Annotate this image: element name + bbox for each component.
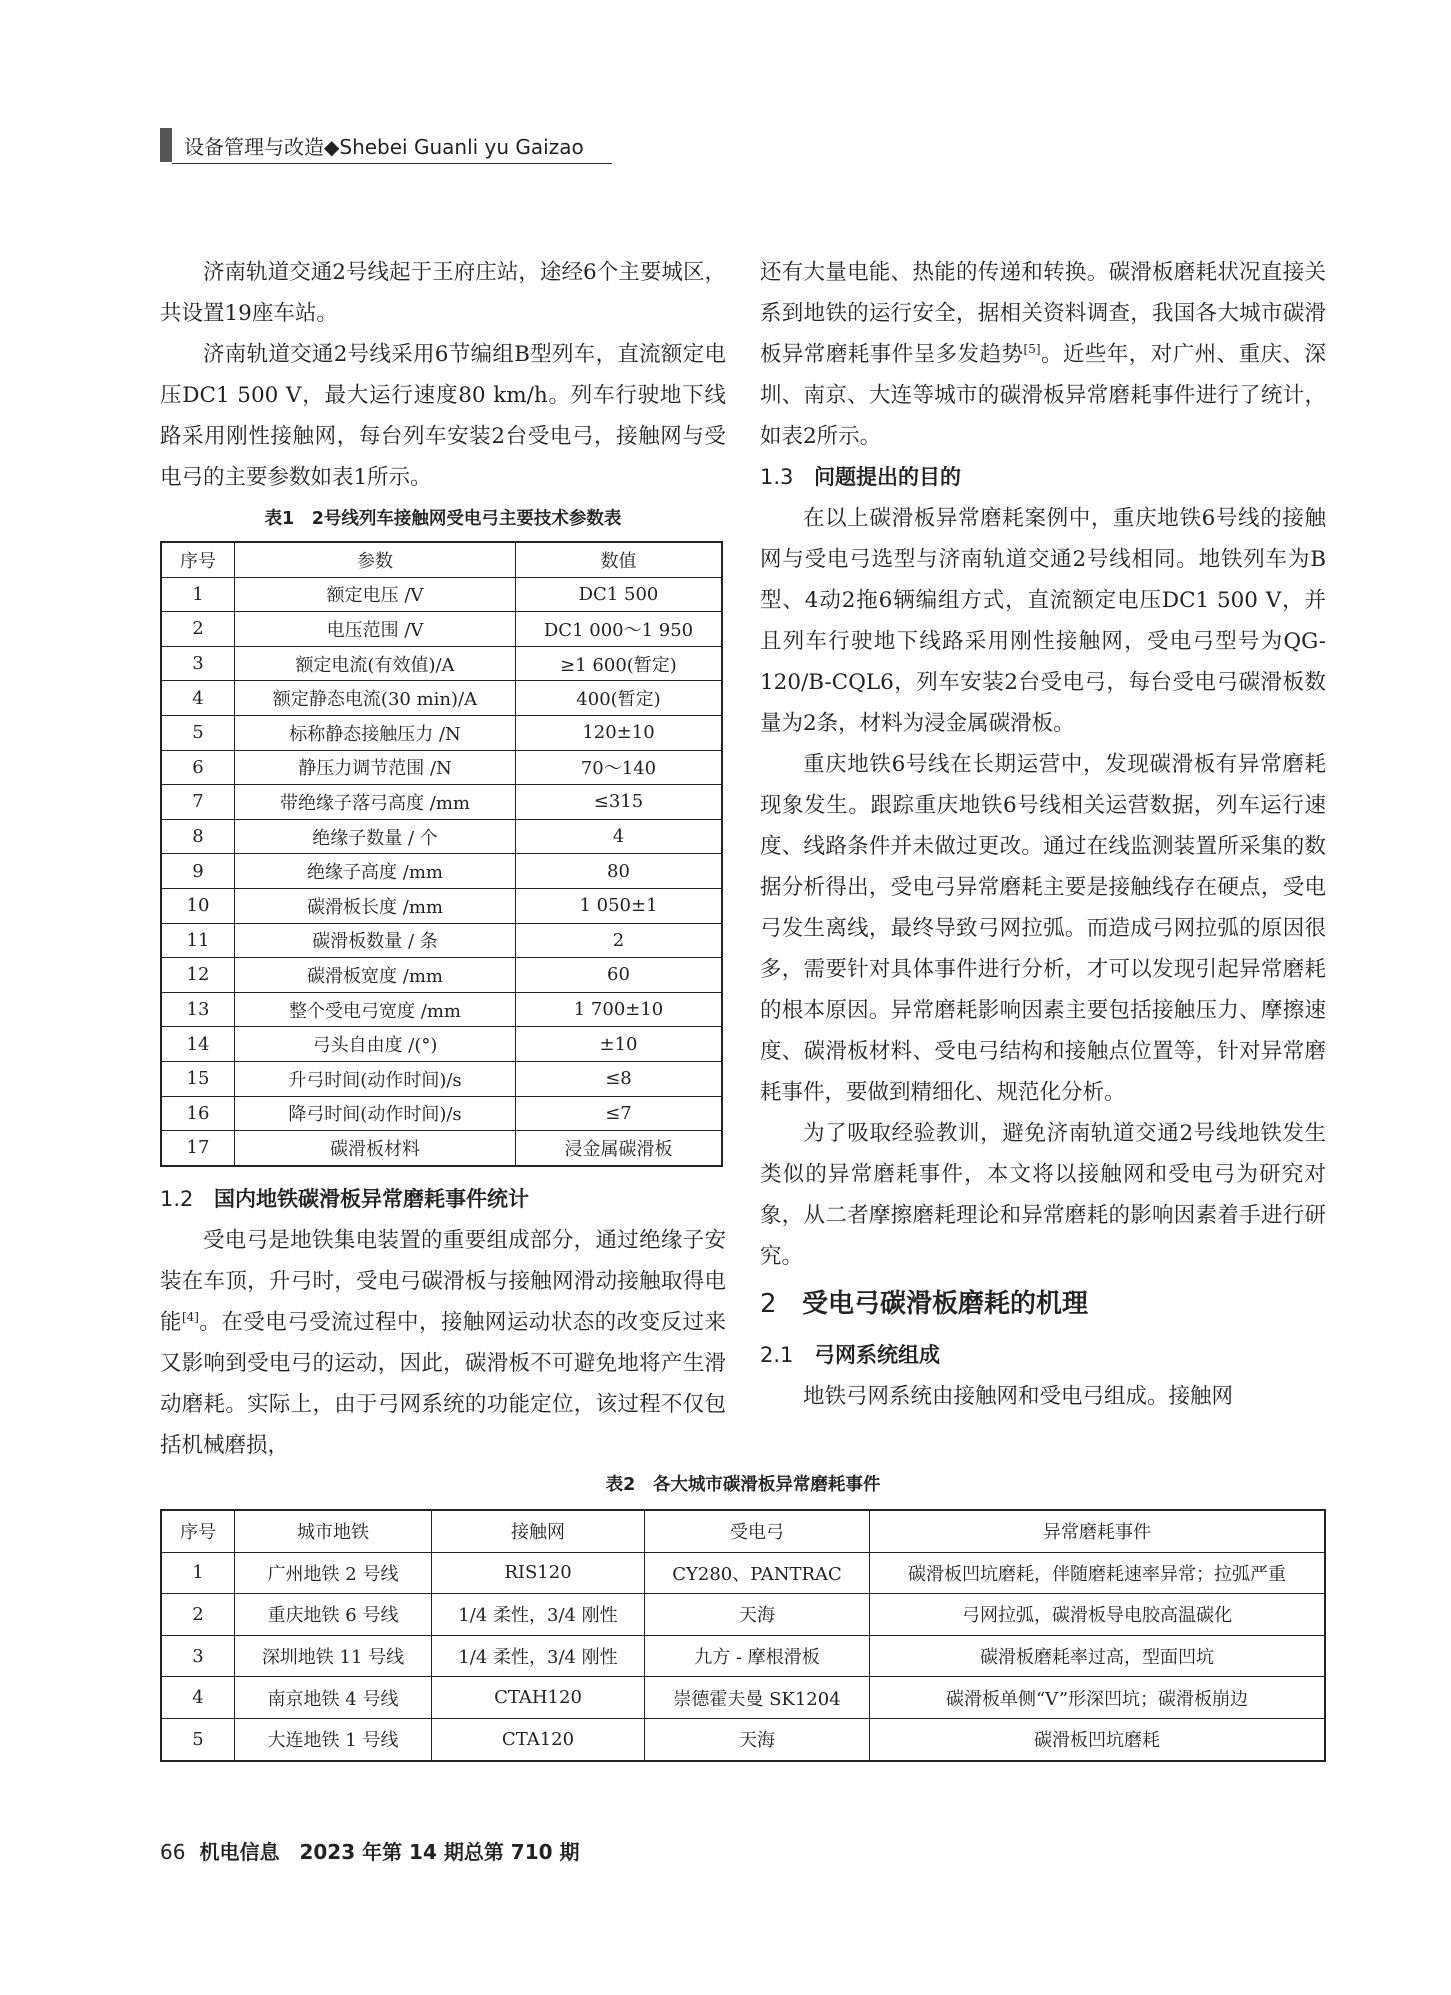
page-number: 66 <box>160 1840 186 1864</box>
paragraph: 地铁弓网系统由接触网和受电弓组成。接触网 <box>803 1384 1234 1409</box>
table-cell: ≤8 <box>516 1061 723 1096</box>
table-cell: 天海 <box>645 1594 870 1636</box>
table-cell: 11 <box>161 923 235 958</box>
table-row <box>161 1594 1325 1636</box>
table-row <box>161 646 722 681</box>
table-cell: 额定电压 /V <box>235 577 516 612</box>
table-cell: 弓头自由度 /(°) <box>235 1027 516 1062</box>
table-row <box>161 785 722 820</box>
journal-title: 设备管理与改造◆Shebei Guanli yu Gaizao <box>184 134 584 159</box>
table-cell: 400(暂定) <box>516 681 723 716</box>
table-cell: 整个受电弓宽度 /mm <box>235 992 516 1027</box>
table-cell: 弓网拉弧，碳滑板导电胶高温碳化 <box>870 1594 1326 1636</box>
table-cell: 电压范围 /V <box>235 612 516 647</box>
table-row <box>161 1718 1325 1760</box>
table-header-row <box>161 542 722 577</box>
table-header-cell: 城市地铁 <box>235 1510 432 1552</box>
table-row <box>161 1027 722 1062</box>
table-cell: 15 <box>161 1061 235 1096</box>
table-cell: 碳滑板长度 /mm <box>235 888 516 923</box>
table-cell: 碳滑板凹坑磨耗 <box>870 1718 1326 1760</box>
paragraph: 为了吸取经验教训，避免济南轨道交通2号线地铁发生类似的异常磨耗事件，本文将以接触网和受电弓为研究对象，从二者摩擦磨耗理论和异常磨耗的影响因素着手进行研究。 <box>760 1121 1326 1269</box>
table-cell: 重庆地铁 6 号线 <box>235 1594 432 1636</box>
table-cell: 深圳地铁 11 号线 <box>235 1635 432 1677</box>
table-cell: CY280、PANTRAC <box>645 1552 870 1594</box>
table-cell: 4 <box>161 681 235 716</box>
table-cell: 120±10 <box>516 715 723 750</box>
table-cell: 2 <box>161 612 235 647</box>
table-cell: 5 <box>161 715 235 750</box>
table-header-cell: 异常磨耗事件 <box>870 1510 1326 1552</box>
table-cell: 1 <box>161 577 235 612</box>
table-cell: 2 <box>516 923 723 958</box>
paragraph: 重庆地铁6号线在长期运营中，发现碳滑板有异常磨耗现象发生。跟踪重庆地铁6号线相关运营数据，列车运行速度、线路条件并未做过更改。通过在线监测装置所采集的数据分析得出，受电弓异常磨耗主要是接触线存在硬点，受电弓发生离线，最终导致弓网拉弧。而造成弓网拉弧的原因很多，需要针对具体事件进行分析，才可以发现引起异常磨耗的根本原因。异常磨耗影响因素主要包括接触压力、摩擦速度、碳滑板材料、受电弓结构和接触点位置等，针对异常磨耗事件，要做到精细化、规范化分析。 <box>760 752 1326 1105</box>
table-cell: 带绝缘子落弓高度 /mm <box>235 785 516 820</box>
table-cell: 1/4 柔性，3/4 刚性 <box>432 1635 645 1677</box>
table-cell: 额定电流(有效值)/A <box>235 646 516 681</box>
section-title: 国内地铁碳滑板异常磨耗事件统计 <box>214 1187 529 1211</box>
table-cell: 绝缘子数量 / 个 <box>235 819 516 854</box>
journal-issue: 机电信息 2023 年第 14 期总第 710 期 <box>199 1840 580 1864</box>
paragraph-text: 。在受电弓受流过程中，接触网运动状态的改变反过来又影响到受电弓的运动，因此，碳滑板不可避免地将产生滑动磨耗。实际上，由于弓网系统的功能定位，该过程不仅包括机械磨损， <box>160 1310 726 1458</box>
table-cell: 3 <box>161 1635 235 1677</box>
section-title: 问题提出的目的 <box>814 465 961 489</box>
table-cell: 碳滑板单侧“V”形深凹坑；碳滑板崩边 <box>870 1677 1326 1719</box>
table-cell: 6 <box>161 750 235 785</box>
table-cell: 60 <box>516 958 723 993</box>
table-cell: 12 <box>161 958 235 993</box>
table-cell: CTA120 <box>432 1718 645 1760</box>
table2-caption: 表2 各大城市碳滑板异常磨耗事件 <box>605 1475 881 1495</box>
table-header-row <box>161 1510 1325 1552</box>
table-header-cell: 接触网 <box>432 1510 645 1552</box>
citation: [4] <box>181 1309 199 1324</box>
table-cell: 5 <box>161 1718 235 1760</box>
table-cell: 2 <box>161 1594 235 1636</box>
table-cell: 4 <box>161 1677 235 1719</box>
table-cell: 14 <box>161 1027 235 1062</box>
table-cell: 3 <box>161 646 235 681</box>
table-cell: ≥1 600(暂定) <box>516 646 723 681</box>
table-cell: 9 <box>161 854 235 889</box>
right-column <box>760 252 1326 1417</box>
table-row <box>161 1061 722 1096</box>
table-cell: 标称静态接触压力 /N <box>235 715 516 750</box>
table-cell: 80 <box>516 854 723 889</box>
table-cell: 降弓时间(动作时间)/s <box>235 1096 516 1131</box>
table-cell: 10 <box>161 888 235 923</box>
table-header-cell: 受电弓 <box>645 1510 870 1552</box>
table-header-cell: 数值 <box>516 542 723 577</box>
table-row <box>161 612 722 647</box>
header-bar-mark <box>160 128 172 162</box>
table-row <box>161 750 722 785</box>
table-cell: 8 <box>161 819 235 854</box>
section-heading-2-1 <box>760 1335 1326 1376</box>
table-cell: 崇德霍夫曼 SK1204 <box>645 1677 870 1719</box>
table-cell: 天海 <box>645 1718 870 1760</box>
table-header-cell: 参数 <box>235 542 516 577</box>
table1-caption: 表1 2号线列车接触网受电弓主要技术参数表 <box>264 509 622 529</box>
paragraph: 济南轨道交通2号线采用6节编组B型列车，直流额定电压DC1 500 V，最大运行速度80 km/h。列车行驶地下线路采用刚性接触网，每台列车安装2台受电弓，接触网与受电弓的主要参数如表1所示。 <box>160 342 726 490</box>
table-row <box>161 923 722 958</box>
table-header-cell: 序号 <box>161 542 235 577</box>
section-heading-1-3 <box>760 457 1326 498</box>
table-cell: 16 <box>161 1096 235 1131</box>
table-row <box>161 888 722 923</box>
table-header-cell: 序号 <box>161 1510 235 1552</box>
table-cell: CTAH120 <box>432 1677 645 1719</box>
paragraph-text: 。近些年，对广州、重庆、深圳、南京、大连等城市的碳滑板异常磨耗事件进行了统计，如表2所示。 <box>760 342 1326 449</box>
paragraph: 在以上碳滑板异常磨耗案例中，重庆地铁6号线的接触网与受电弓选型与济南轨道交通2号线相同。地铁列车为B型、4动2拖6辆编组方式，直流额定电压DC1 500 V，并且列车行驶地下线路采用刚性接触网，受电弓型号为QG-120/B-CQL6，列车安装2台受电弓，每台受电弓碳滑板数量为2条，材料为浸金属碳滑板。 <box>760 506 1326 736</box>
section-title: 弓网系统组成 <box>814 1343 940 1367</box>
table-cell: 1 050±1 <box>516 888 723 923</box>
paragraph <box>160 1220 726 1466</box>
table-cell: 南京地铁 4 号线 <box>235 1677 432 1719</box>
citation: [5] <box>1023 341 1041 356</box>
table-cell: 绝缘子高度 /mm <box>235 854 516 889</box>
table-cell: 1 700±10 <box>516 992 723 1027</box>
table-cell: 碳滑板数量 / 条 <box>235 923 516 958</box>
section-number: 2.1 <box>760 1343 794 1367</box>
table-cell: 1 <box>161 1552 235 1594</box>
table-row <box>161 1677 1325 1719</box>
table-row <box>161 715 722 750</box>
table-row <box>161 681 722 716</box>
table2 <box>160 1509 1326 1762</box>
section-title: 受电弓碳滑板磨耗的机理 <box>802 1289 1089 1319</box>
table-row <box>161 958 722 993</box>
running-header <box>160 128 584 162</box>
table-row <box>161 1096 722 1131</box>
table-cell: 碳滑板宽度 /mm <box>235 958 516 993</box>
left-column-lower <box>160 1220 726 1466</box>
paragraph: 济南轨道交通2号线起于王府庄站，途经6个主要城区，共设置19座车站。 <box>160 260 726 326</box>
table-row <box>161 1635 1325 1677</box>
table-cell: DC1 000～1 950 <box>516 612 723 647</box>
table-cell: 70～140 <box>516 750 723 785</box>
table-cell: 大连地铁 1 号线 <box>235 1718 432 1760</box>
table-cell: 碳滑板磨耗率过高，型面凹坑 <box>870 1635 1326 1677</box>
table-cell: ≤7 <box>516 1096 723 1131</box>
table-cell: RIS120 <box>432 1552 645 1594</box>
header-rule <box>172 163 612 164</box>
table-cell: 浸金属碳滑板 <box>516 1131 723 1166</box>
table-cell: 静压力调节范围 /N <box>235 750 516 785</box>
table-row <box>161 992 722 1027</box>
section-heading-1-2 <box>160 1179 726 1220</box>
section-number: 2 <box>760 1289 777 1319</box>
table-cell: 额定静态电流(30 min)/A <box>235 681 516 716</box>
paragraph-text: 受电弓是地铁集电装置的重要组成部分，通过绝缘子安装在车顶，升弓时，受电弓碳滑板与接触网滑动接触取得电能 <box>160 1228 726 1335</box>
paragraph-text: 还有大量电能、热能的传递和转换。碳滑板磨耗状况直接关系到地铁的运行安全，据相关资料调查，我国各大城市碳滑板异常磨耗事件呈多发趋势 <box>760 260 1326 367</box>
table-row <box>161 819 722 854</box>
table-cell: 广州地铁 2 号线 <box>235 1552 432 1594</box>
section-number: 1.2 <box>160 1187 194 1211</box>
table-cell: 1/4 柔性，3/4 刚性 <box>432 1594 645 1636</box>
paragraph <box>760 252 1326 457</box>
table-row <box>161 1131 722 1166</box>
table-row <box>161 1552 1325 1594</box>
page-footer <box>160 1836 580 1865</box>
table-row <box>161 854 722 889</box>
section-heading-2 <box>760 1281 1326 1327</box>
table-cell: ±10 <box>516 1027 723 1062</box>
table-row <box>161 577 722 612</box>
table-cell: DC1 500 <box>516 577 723 612</box>
table1 <box>160 541 723 1167</box>
left-column-upper <box>160 252 726 498</box>
table-cell: 4 <box>516 819 723 854</box>
section-number: 1.3 <box>760 465 794 489</box>
table-cell: 碳滑板凹坑磨耗，伴随磨耗速率异常；拉弧严重 <box>870 1552 1326 1594</box>
table-cell: 碳滑板材料 <box>235 1131 516 1166</box>
table-cell: 九方 - 摩根滑板 <box>645 1635 870 1677</box>
table-cell: 升弓时间(动作时间)/s <box>235 1061 516 1096</box>
table-cell: 13 <box>161 992 235 1027</box>
table-cell: 17 <box>161 1131 235 1166</box>
table-cell: 7 <box>161 785 235 820</box>
table-cell: ≤315 <box>516 785 723 820</box>
